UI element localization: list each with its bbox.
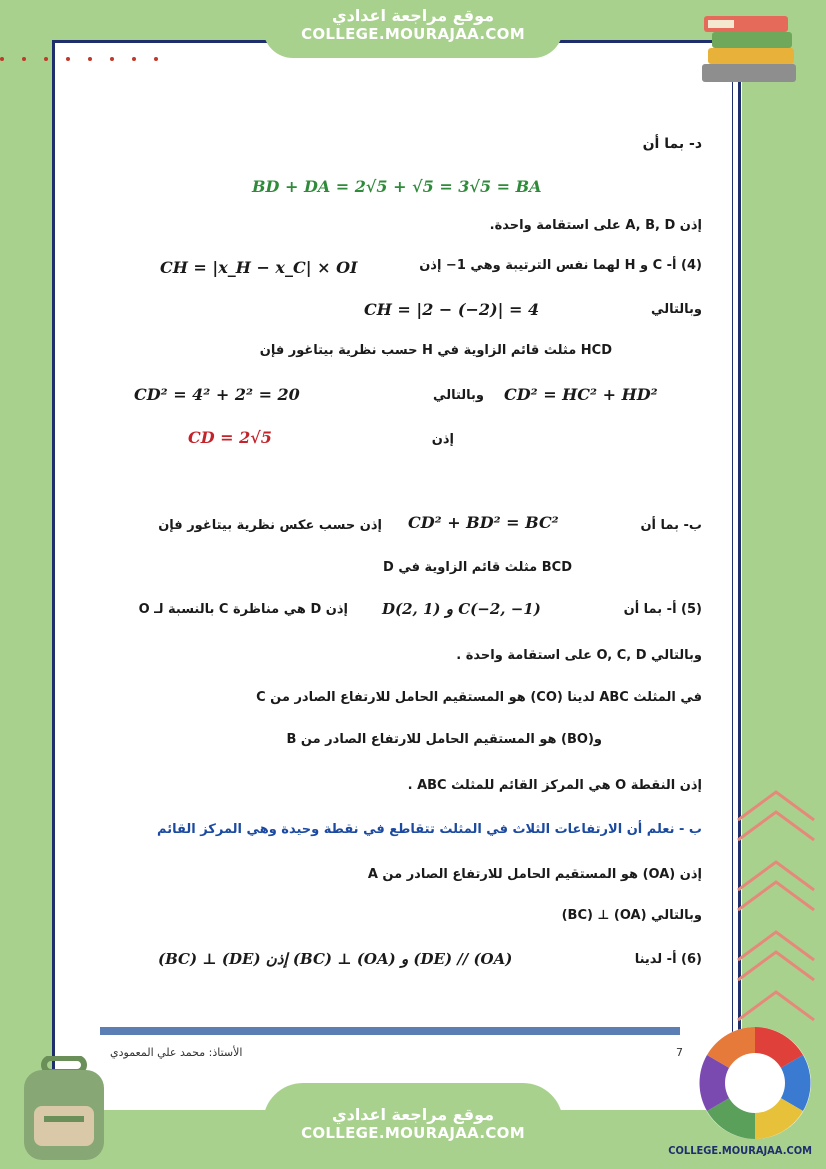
top-banner-url[interactable]: COLLEGE.MOURAJAA.COM — [301, 25, 525, 43]
footer-page-number: 7 — [676, 1046, 683, 1059]
math-line-19: (BC) ⊥ (DE) إذن (BC) ⊥ (OA) و (DE) // (OA) — [158, 950, 513, 968]
bottom-banner[interactable] — [263, 1083, 563, 1169]
text-line-16: ب - نعلم أن الارتفاعات الثلاث في المثلث تتقاطع في نقطة وحيدة وهي المركز القائم — [157, 822, 702, 837]
text-line-4 — [419, 258, 702, 273]
bottom-banner-arabic: موقع مراجعة اعدادي — [331, 1105, 495, 1124]
math-line-4: CH = |x_H − x_C| × OI — [160, 258, 358, 277]
border-left-line — [52, 40, 55, 1110]
text-line-12: وبالتالي O, C, D على استقامة واحدة . — [456, 648, 702, 663]
text-line-4-ar: (4) أ- C و H لهما نفس الترتيبة وهي 1− إذن — [419, 258, 702, 273]
math-line-8: CD = 2√5 — [188, 428, 272, 447]
text-line-13: في المثلث ABC لدينا (CO) هو المستقيم الحامل للارتفاع الصادر من C — [256, 690, 702, 705]
top-banner-arabic: موقع مراجعة اعدادي — [331, 6, 495, 25]
text-line-7-mid: وبالتالي — [433, 388, 484, 403]
text-line-14: و(BO) هو المستقيم الحامل للارتفاع الصادر من B — [286, 732, 602, 747]
text-line-11-left: إذن D هي مناظرة C بالنسبة لـ O — [138, 602, 348, 617]
backpack-icon — [14, 1056, 114, 1166]
border-right-line-inner — [732, 40, 733, 1110]
text-line-19-right: (6) أ- لدينا — [634, 952, 702, 967]
text-line-18: وبالتالي (OA) ⊥ (BC) — [561, 908, 702, 923]
text-line-3: إذن A, B, D على استقامة واحدة. — [489, 218, 702, 233]
bottom-banner-url[interactable]: COLLEGE.MOURAJAA.COM — [301, 1124, 525, 1142]
text-line-5: وبالتالي — [651, 302, 702, 317]
text-line-10: BCD مثلث قائم الزاوية في D — [383, 560, 572, 575]
text-line-8: إذن — [431, 432, 454, 447]
text-line-15: إذن النقطة O هي المركز القائم للمثلث ABC . — [407, 778, 702, 793]
text-line-11-right: (5) أ- بما أن — [623, 602, 702, 617]
text-line-17: إذن (OA) هو المستقيم الحامل للارتفاع الصادر من A — [367, 867, 702, 882]
footer-author: الأستاذ: محمد علي المعمودي — [110, 1046, 243, 1059]
math-line-9: CD² + BD² = BC² — [408, 513, 559, 532]
math-line-7-left: CD² = 4² + 2² = 20 — [134, 385, 300, 404]
decorative-dots — [0, 46, 200, 65]
top-banner[interactable] — [263, 0, 563, 58]
math-line-5: CH = |2 − (−2)| = 4 — [364, 300, 540, 319]
footer-bar — [100, 1027, 680, 1035]
text-line-1: د- بما أن — [642, 136, 702, 152]
math-line-7-right: CD² = HC² + HD² — [504, 385, 658, 404]
text-line-9-right: ب- بما أن — [640, 518, 702, 533]
math-line-2: BD + DA = 2√5 + √5 = 3√5 = BA — [252, 177, 542, 196]
school-logo-icon — [696, 1024, 814, 1142]
chevron-decoration — [736, 790, 816, 1040]
document-page — [52, 40, 742, 1110]
math-line-11: D(2, 1) و C(−2, −1) — [382, 600, 541, 618]
books-icon — [694, 14, 804, 94]
logo-site-url[interactable]: COLLEGE.MOURAJAA.COM — [668, 1144, 812, 1157]
text-line-6: HCD مثلث قائم الزاوية في H حسب نظرية بيتاغور فإن — [259, 343, 612, 358]
text-line-9-left: إذن حسب عكس نظرية بيتاغور فإن — [158, 518, 382, 533]
